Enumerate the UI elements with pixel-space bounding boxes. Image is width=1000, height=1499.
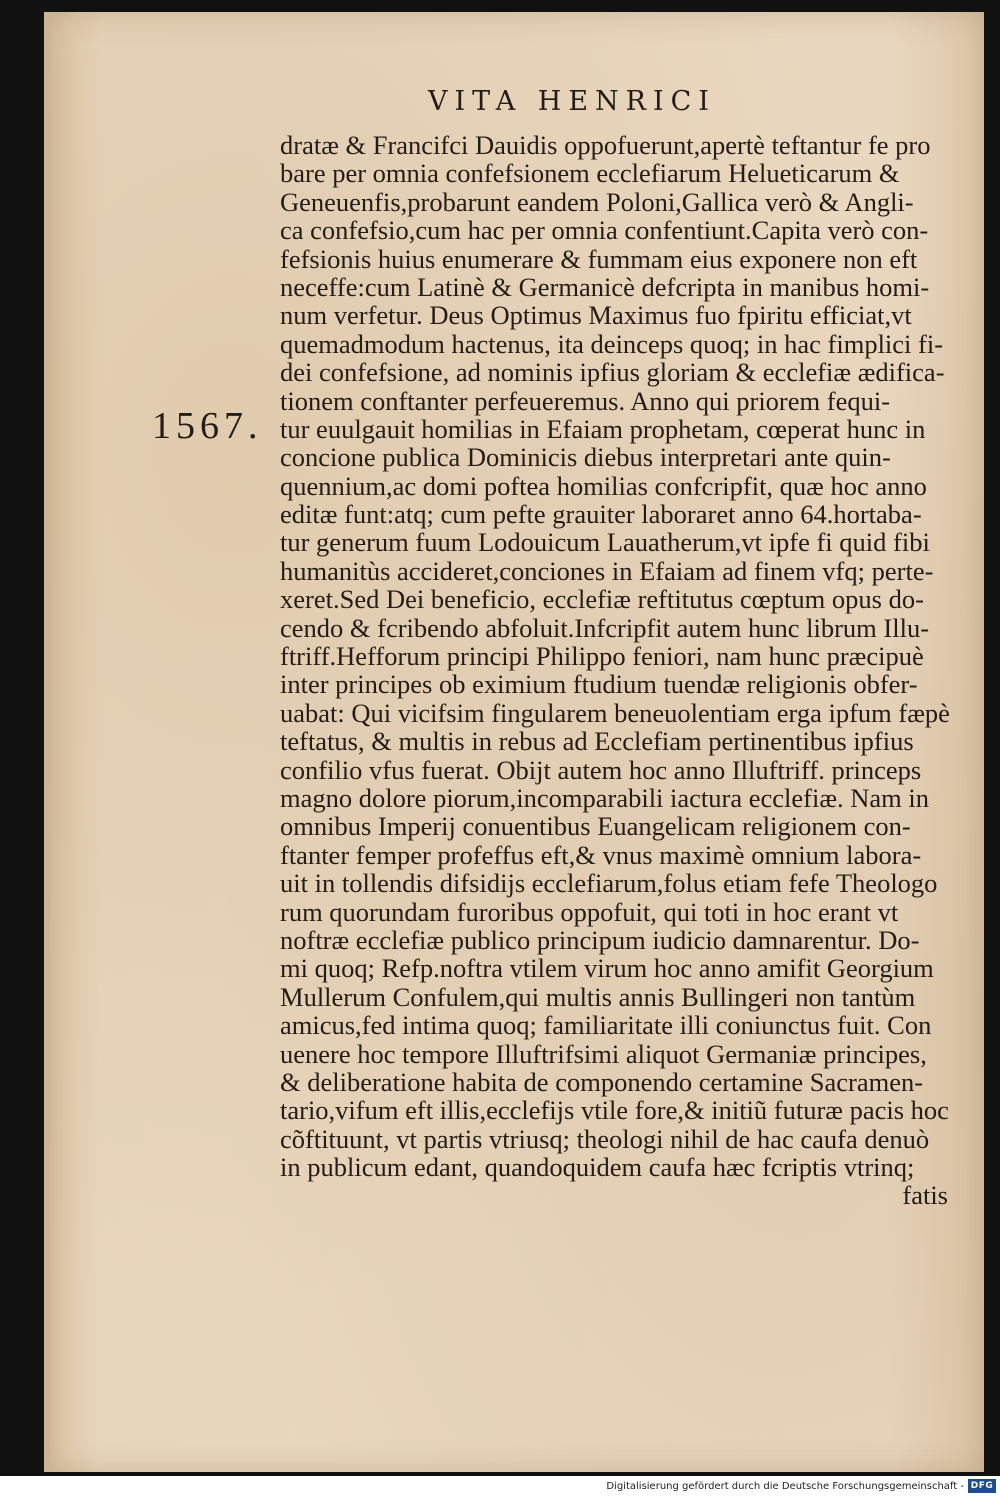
text-line: in publicum edant, quandoquidem caufa hæc fcriptis vtrinq; [280,1152,915,1183]
text-line: ca confefsio,cum hac per omnia confentiunt.Capita verò con- [280,215,929,246]
text-line: quennium,ac domi poftea homilias confcripfit, quæ hoc anno [280,470,927,501]
text-line: tur generum fuum Lodouicum Lauatherum,vt ipfe fi quid fibi [280,527,930,558]
text-line: uit in tollendis difsidijs ecclefiarum,folus etiam fefe Theologo [280,868,938,899]
catchword: fatis [902,1180,948,1211]
text-line: uabat: Qui vicifsim fingularem beneuolentiam erga ipfum fæpè [280,697,950,728]
text-line: xeret.Sed Dei beneficio, ecclefiæ reftitutus cœptum opus do- [280,584,924,615]
text-line: num verfetur. Deus Optimus Maximus fuo fpiritu efficiat,vt [280,300,912,331]
text-line: dratæ & Francifci Dauidis oppofuerunt,apertè teftantur fe pro [280,130,931,160]
text-line: noftræ ecclefiæ publico principum iudicio damnarentur. Do- [280,924,920,955]
page-edge [44,12,50,1472]
running-head: VITA HENRICI [428,86,716,117]
text-line: magno dolore piorum,incomparabili iactura ecclefiæ. Nam in [280,782,930,813]
text-line: dei confefsione, ad nominis ipfius gloriam & ecclefiæ ædifica- [280,357,945,388]
text-line: ftanter femper profeffus eft,& vnus maximè omnium labora- [280,839,922,870]
funding-notice: Digitalisierung gefördert durch die Deutsche Forschungsgemeinschaft - [606,1481,964,1492]
text-line: Mullerum Confulem,qui multis annis Bullingeri non tantùm [280,981,916,1012]
text-line: bare per omnia confefsionem ecclefiarum Helueticarum & [280,158,900,189]
text-line: confilio vfus fuerat. Obijt autem hoc anno Illuftriff. princeps [280,754,922,785]
text-line: cendo & fcribendo abfoluit.Infcripfit autem hunc librum Illu- [280,612,930,643]
text-line: mi quoq; Refp.noftra vtilem virum hoc anno amifit Georgium [280,953,934,984]
text-line: fefsionis huius enumerare & fummam eius exponere non eft [280,243,918,274]
dfg-logo-icon: DFG [968,1479,996,1493]
text-line: omnibus Imperij conuentibus Euangelicam religionem con- [280,811,911,842]
text-line: editæ funt:atq; cum pefte grauiter laboraret anno 64.hortaba- [280,499,922,530]
text-line: tur euulgauit homilias in Efaiam prophetam, cœperat hunc in [280,413,926,444]
text-line: amicus,fed intima quoq; familiaritate illi coniunctus fuit. Con [280,1010,932,1041]
text-line: tario,vifum eft illis,ecclefijs vtile fore,& initiũ futuræ pacis hoc [280,1095,949,1126]
text-line: neceffe:cum Latinè & Germanicè defcripta in manibus homi- [280,271,930,302]
text-line: inter principes ob eximium ftudium tuendæ religionis obfer- [280,669,918,700]
text-line: concione publica Dominicis diebus interpretari ante quin- [280,442,891,473]
text-line: tionem conftanter perfeueremus. Anno qui priorem fequi- [280,385,891,416]
body-text [280,131,948,1210]
text-line: humanitùs accideret,conciones in Efaiam ad finem vfq; perte- [280,555,934,586]
text-line: quemadmodum hactenus, ita deinceps quoq; in hac fimplici fi- [280,328,944,359]
text-line: uenere hoc tempore Illuftrifsimi aliquot Germaniæ principes, [280,1038,927,1069]
text-line: ftriff.Hefforum principi Philippo feniori, nam hunc præcipuè [280,641,924,672]
margin-note-year: 1567. [152,405,263,447]
text-line: & deliberatione habita de componendo certamine Sacramen- [280,1066,924,1097]
text-line: Geneuenfis,probarunt eandem Poloni,Gallica verò & Angli- [280,186,914,217]
text-line: rum quorundam furoribus oppofuit, qui toti in hoc erant vt [280,896,899,927]
text-line: cõftituunt, vt partis vtriusq; theologi nihil de hac caufa denuò [280,1123,930,1154]
text-line: teftatus, & multis in rebus ad Ecclefiam pertinentibus ipfius [280,726,914,757]
